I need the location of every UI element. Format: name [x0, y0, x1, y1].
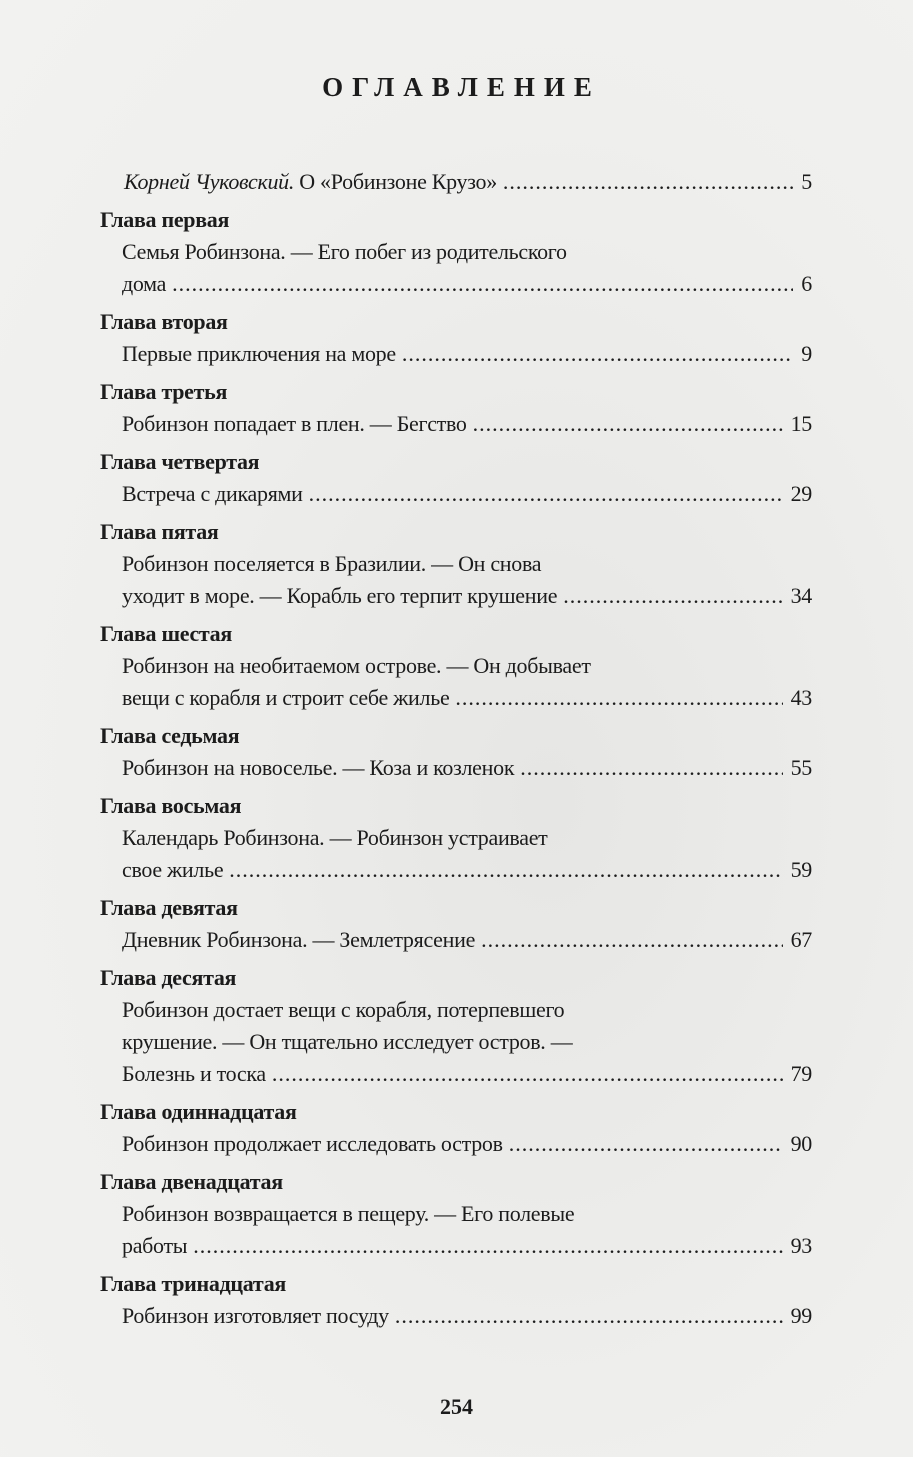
page-number: 254 [440, 1394, 473, 1419]
dot-leader [473, 408, 783, 440]
chapter-title-line [100, 580, 812, 612]
dot-leader [481, 924, 783, 956]
dot-leader [520, 752, 782, 784]
chapter-heading: Глава двенадцатая [100, 1169, 283, 1194]
dot-leader [503, 166, 793, 198]
chapter-title-line [100, 854, 812, 886]
chapter-title-text: Робинзон продолжает исследовать остров [122, 1131, 503, 1156]
dot-leader [563, 580, 782, 612]
page-ref: 55 [790, 755, 812, 780]
chapter-title-line: Робинзон достает вещи с корабля, потерпевшего [122, 997, 565, 1022]
dot-leader [395, 1300, 783, 1332]
chapter-heading: Глава седьмая [100, 723, 240, 748]
chapter-heading: Глава девятая [100, 895, 238, 920]
page-ref: 5 [801, 169, 812, 194]
chapter-heading: Глава тринадцатая [100, 1271, 287, 1296]
chapter-title-text: Первые приключения на море [122, 341, 396, 366]
chapter-title-line: Календарь Робинзона. — Робинзон устраивает [122, 825, 548, 850]
chapter-title-text: свое жилье [122, 857, 224, 882]
chapter-title-text: Болезнь и тоска [122, 1061, 266, 1086]
chapter-title-text: Встреча с дикарями [122, 481, 303, 506]
toc-entry-intro [100, 166, 812, 198]
chapter-heading: Глава вторая [100, 309, 228, 334]
chapter-title-line [100, 1300, 812, 1332]
chapter-title-line [100, 1230, 812, 1262]
chapter-title-text: уходит в море. — Корабль его терпит крушение [122, 583, 558, 608]
dot-leader [272, 1058, 783, 1090]
page-ref: 79 [790, 1061, 812, 1086]
dot-leader [193, 1230, 782, 1262]
chapter-title-text: Робинзон на новоселье. — Коза и козленок [122, 755, 515, 780]
page-ref: 99 [790, 1303, 812, 1328]
chapter-title-line [100, 268, 812, 300]
chapter-title-line [100, 338, 812, 370]
chapter-title-line: Семья Робинзона. — Его побег из родительского [122, 239, 567, 264]
chapter-heading: Глава одиннадцатая [100, 1099, 297, 1124]
page-ref: 15 [790, 411, 812, 436]
intro-author: Корней Чуковский. [124, 169, 295, 194]
page-ref: 34 [790, 583, 812, 608]
chapter-title-line: Робинзон на необитаемом острове. — Он добывает [122, 653, 591, 678]
chapter-title-line [100, 478, 812, 510]
chapter-title-text: Робинзон изготовляет посуду [122, 1303, 389, 1328]
chapter-heading: Глава десятая [100, 965, 237, 990]
chapter-title-text: дома [122, 271, 167, 296]
page-ref: 93 [790, 1233, 812, 1258]
dot-leader [309, 478, 783, 510]
chapter-title-text: вещи с корабля и строит себе жилье [122, 685, 450, 710]
chapter-heading: Глава шестая [100, 621, 232, 646]
page-ref: 90 [790, 1131, 812, 1156]
table-of-contents [100, 166, 812, 1332]
intro-title: О «Робинзоне Крузо» [299, 169, 497, 194]
chapter-title-line [100, 1058, 812, 1090]
chapter-title-line [100, 682, 812, 714]
chapter-title-line: крушение. — Он тщательно исследует остров. — [122, 1029, 573, 1054]
chapter-title-text: работы [122, 1233, 188, 1258]
chapter-title-text: Дневник Робинзона. — Землетрясение [122, 927, 476, 952]
chapter-title-line: Робинзон поселяется в Бразилии. — Он снова [122, 551, 542, 576]
dot-leader [172, 268, 793, 300]
dot-leader [509, 1128, 783, 1160]
page-ref: 9 [801, 341, 812, 366]
dot-leader [455, 682, 782, 714]
page-ref: 43 [790, 685, 812, 710]
chapter-heading: Глава пятая [100, 519, 219, 544]
chapter-heading: Глава первая [100, 207, 230, 232]
chapter-title-line [100, 752, 812, 784]
chapter-heading: Глава третья [100, 379, 228, 404]
chapter-title-line [100, 408, 812, 440]
page-title: ОГЛАВЛЕНИЕ [322, 72, 601, 102]
page-ref: 59 [790, 857, 812, 882]
chapter-heading: Глава восьмая [100, 793, 242, 818]
page-ref: 6 [801, 271, 812, 296]
page-ref: 29 [790, 481, 812, 506]
dot-leader [402, 338, 793, 370]
page-ref: 67 [790, 927, 812, 952]
chapter-title-line [100, 924, 812, 956]
chapter-heading: Глава четвертая [100, 449, 260, 474]
dot-leader [229, 854, 782, 886]
chapter-title-line [100, 1128, 812, 1160]
chapter-title-text: Робинзон попадает в плен. — Бегство [122, 411, 467, 436]
chapter-title-line: Робинзон возвращается в пещеру. — Его полевые [122, 1201, 575, 1226]
